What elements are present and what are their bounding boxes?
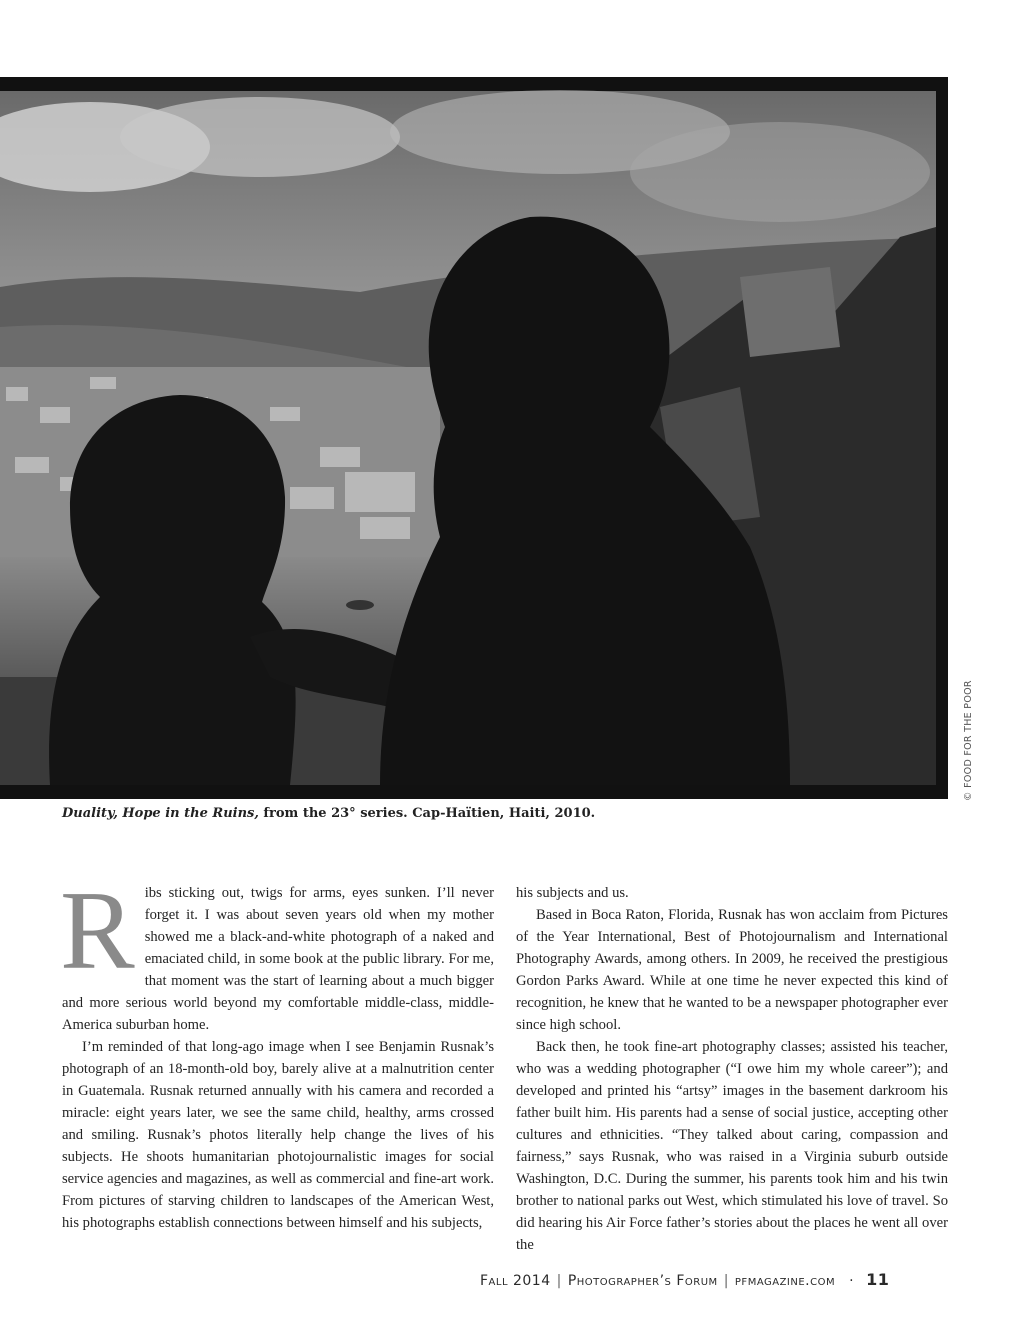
article-paragraph: Back then, he took fine-art photography classes; assisted his teacher, who was a wedding photographer (“I owe him my whole career”); and developed and printed his “artsy” images in the basement darkroom his father built him. His parents had a sense of social justice, accepting other cultures and ethnicities. “They talked about caring, compassion and fairness,” says Rusnak, who was raised in a Virginia suburb outside Washington, D.C. During the summer, his parents took him and his twin brother to national parks out West, which stimulated his love of travel. So did hearing his Air Force father’s stories about the places he went all over the	[516, 1039, 948, 1253]
feature-photograph	[0, 77, 948, 799]
silhouette-photo-image	[0, 77, 948, 799]
article-paragraph: his subjects and us.	[516, 885, 629, 901]
caption-title: Duality, Hope in the Ruins,	[62, 806, 259, 821]
footer-bullet: ·	[849, 1273, 855, 1289]
page-number: 11	[866, 1270, 890, 1289]
footer-website: pfmagazine.com	[734, 1273, 836, 1289]
footer-separator: |	[556, 1273, 562, 1289]
article-column-left	[60, 869, 494, 1234]
footer-issue: Fall 2014	[480, 1273, 551, 1289]
paragraph-text: ibs sticking out, twigs for arms, eyes sunken. I’ll never forget it. I was about seven years old when my mother showed me a black-and-white photograph of a naked and emaciated child, in some book at the public library. For me, that moment was the start of learning about a much bigger and more serious world beyond my comfortable middle-class, middle-America suburban home.	[62, 885, 494, 1033]
caption-details: from the 23° series. Cap-Haïtien, Haiti, 2010.	[258, 806, 596, 821]
photo-credit-text: © FOOD FOR THE POOR	[963, 680, 974, 801]
page-footer	[480, 1270, 954, 1289]
article-column-right	[516, 882, 948, 1256]
article-paragraph: I’m reminded of that long-ago image when I see Benjamin Rusnak’s photograph of an 18-month-old boy, barely alive at a malnutrition center in Guatemala. Rusnak returned annually with his camera and recorded a miracle: eight years later, we see the same child, healthy, arms crossed and smiling. Rusnak’s photos literally help change the lives of his subjects. He shoots humanitarian photojournalistic images for social service agencies and magazines, as well as commercial and fine-art work. From pictures of starving children to landscapes of the American West, his photographs establish connections between himself and his subjects,	[62, 1039, 494, 1231]
article-paragraph	[60, 869, 494, 1036]
footer-magazine: Photographer’s Forum	[567, 1273, 718, 1289]
drop-cap: R	[60, 869, 135, 993]
article-paragraph: Based in Boca Raton, Florida, Rusnak has won acclaim from Pictures of the Year International, Best of Photojournalism and International Photography Awards, among others. In 2009, he received the prestigious Gordon Parks Award. While at one time he never expected this kind of recognition, he knew that he wanted to be a newspaper photographer ever since high school.	[516, 907, 948, 1033]
photo-caption	[62, 806, 922, 821]
footer-separator: |	[723, 1273, 729, 1289]
photo-credit	[950, 680, 974, 801]
